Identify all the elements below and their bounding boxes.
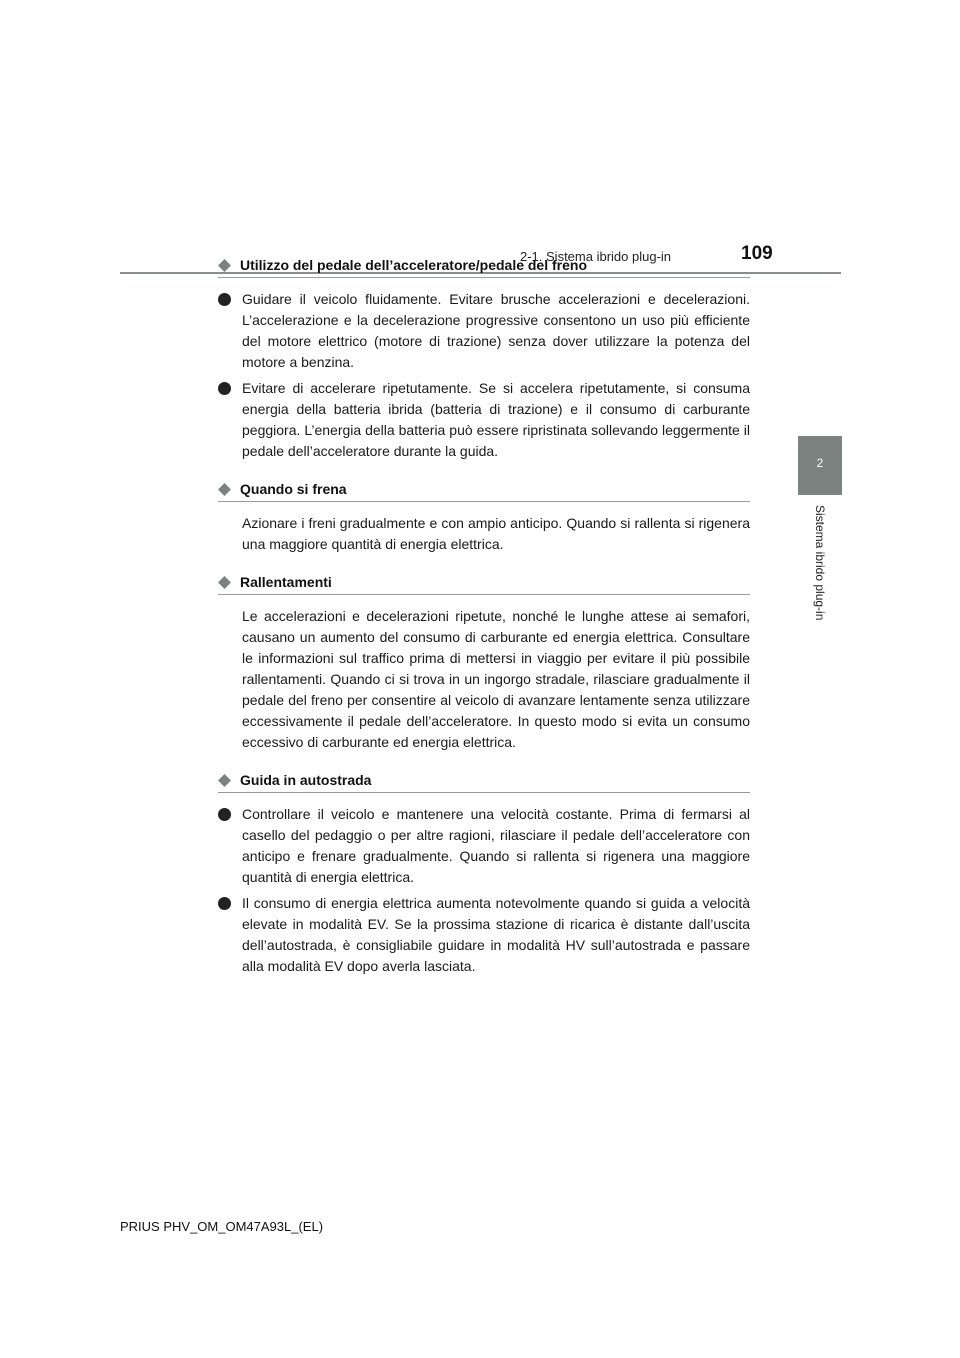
diamond-icon xyxy=(218,259,231,272)
bullet-item xyxy=(242,378,750,462)
page-content xyxy=(218,254,750,977)
bullet-text: Guidare il veicolo fluidamente. Evitare brusche accelerazioni e decelerazioni. L’accelerazione e la decelerazione progressive consentono un uso più efficiente del motore elettrico (motore di trazione) senza dover utilizzare la potenza del motore a benzina. xyxy=(242,291,750,370)
document-code: PRIUS PHV_OM_OM47A93L_(EL) xyxy=(120,1219,324,1234)
section-heading-text: Guida in autostrada xyxy=(240,772,372,788)
section-paragraph: Le accelerazioni e decelerazioni ripetute, nonché le lunghe attese ai semafori, causano un aumento del consumo di carburante ed energia elettrica. Consultare le informazioni sul traffico prima di mettersi in viaggio per evitare il più possibile rallentamenti. Quando ci si trova in un ingorgo stradale, rilasciare gradualmente il pedale del freno per consentire al veicolo di avanzare lentamente senza utilizzare eccessivamente il pedale dell’acceleratore. In questo modo si evita un consumo eccessivo di carburante ed energia elettrica. xyxy=(242,608,750,750)
section-rule xyxy=(218,277,750,278)
section-heading xyxy=(218,769,750,791)
header-section-title: 2-1. Sistema ibrido plug-in xyxy=(520,249,672,264)
section-paragraph: Azionare i freni gradualmente e con ampio anticipo. Quando si rallenta si rigenera una maggiore quantità di energia elettrica. xyxy=(242,515,750,552)
bullet-item xyxy=(242,893,750,977)
section-rule xyxy=(218,594,750,595)
bullet-text: Evitare di accelerare ripetutamente. Se si accelera ripetutamente, si consuma energia della batteria ibrida (batteria di trazione) e il consumo di carburante peggiora. L’energia della batteria può essere ripristinata sollevando leggermente il pedale dell’acceleratore durante la guida. xyxy=(242,380,750,459)
section-rule xyxy=(218,792,750,793)
bullet-icon xyxy=(218,897,231,910)
chapter-tab-number: 2 xyxy=(816,456,824,470)
bullet-icon xyxy=(218,382,231,395)
chapter-tab-label: Sistema ibrido plug-in xyxy=(813,505,827,621)
section-heading xyxy=(218,254,750,276)
section-heading-text: Rallentamenti xyxy=(240,574,332,590)
section-heading-text: Utilizzo del pedale dell’acceleratore/pedale del freno xyxy=(240,257,587,273)
bullet-text: Il consumo di energia elettrica aumenta notevolmente quando si guida a velocità elevate in modalità EV. Se la prossima stazione di ricarica è distante dall’uscita dell’autostrada, è consigliabile guidare in modalità HV sull’autostrada e passare alla modalità EV dopo averla lasciata. xyxy=(242,895,750,974)
section-rule xyxy=(218,501,750,502)
bullet-icon xyxy=(218,808,231,821)
diamond-icon xyxy=(218,483,231,496)
bullet-icon xyxy=(218,293,231,306)
section-slowdowns xyxy=(218,571,750,753)
section-heading xyxy=(218,478,750,500)
bullet-item xyxy=(242,289,750,373)
section-heading xyxy=(218,571,750,593)
bullet-text: Controllare il veicolo e mantenere una velocità costante. Prima di fermarsi al casello del pedaggio o per altre ragioni, rilasciare il pedale dell’acceleratore con anticipo e frenare gradualmente. Quando si rallenta si rigenera una maggiore quantità di energia elettrica. xyxy=(242,806,750,885)
diamond-icon xyxy=(218,774,231,787)
page-number: 109 xyxy=(741,243,773,264)
section-heading-text: Quando si frena xyxy=(240,481,347,497)
section-highway xyxy=(218,769,750,977)
diamond-icon xyxy=(218,576,231,589)
bullet-item xyxy=(242,804,750,888)
chapter-tab xyxy=(798,436,842,495)
section-accelerator xyxy=(218,254,750,462)
section-braking xyxy=(218,478,750,555)
